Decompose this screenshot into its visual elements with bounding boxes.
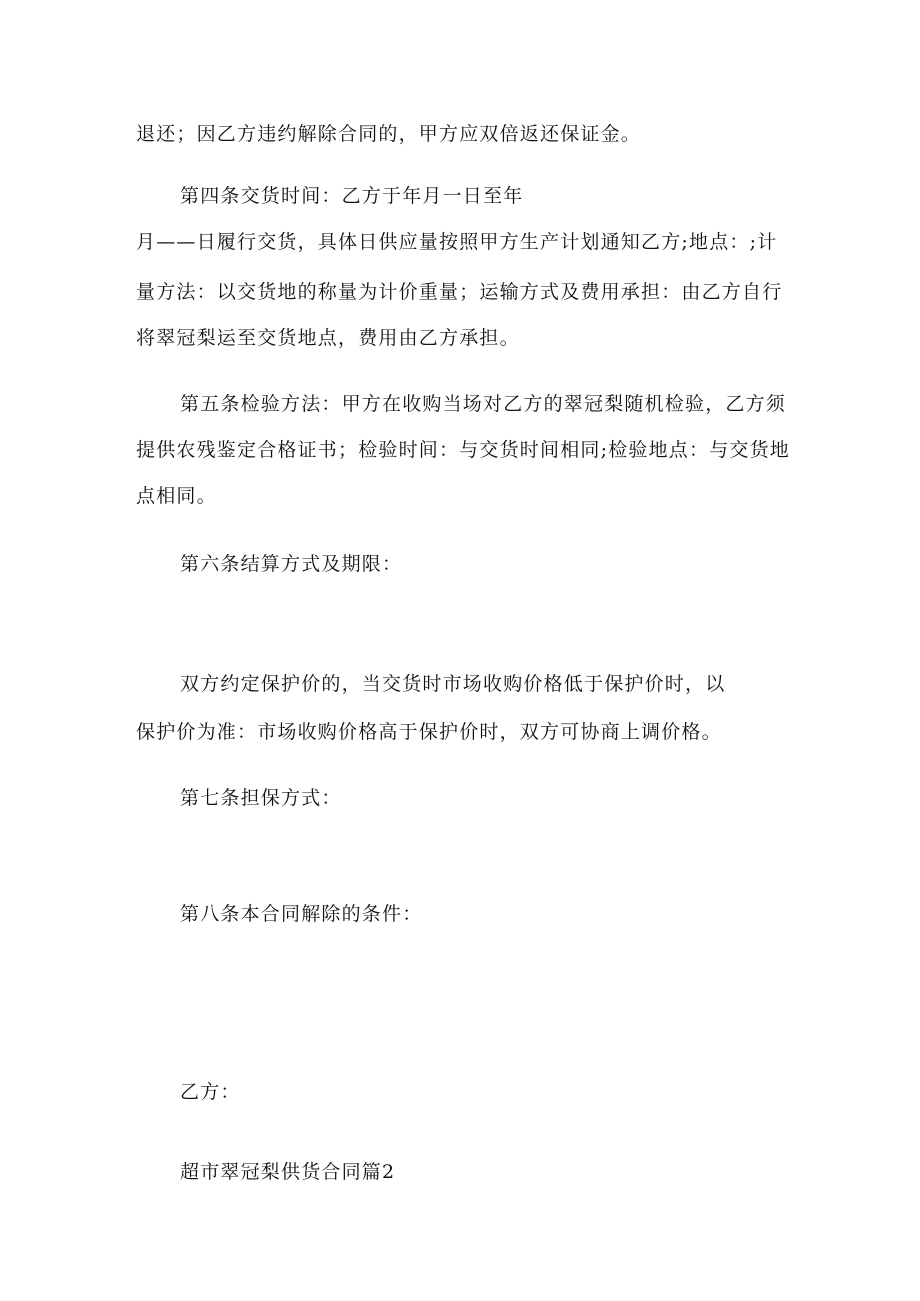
article-4-line-1: 第四条交货时间：乙方于年月一日至年	[180, 185, 524, 207]
article-4-line-2: 月——日履行交货，具体日供应量按照甲方生产计划通知乙方;地点：;计	[136, 231, 778, 253]
next-section-title: 超市翠冠梨供货合同篇2	[180, 1161, 396, 1183]
protection-price-line-1: 双方约定保护价的，当交货时市场收购价格低于保护价时，以	[180, 673, 726, 695]
article-8-heading: 第八条本合同解除的条件：	[180, 903, 423, 925]
article-5-line-3: 点相同。	[136, 485, 217, 507]
article-6-heading: 第六条结算方式及期限：	[180, 553, 403, 575]
protection-price-line-2: 保护价为准：市场收购价格高于保护价时，双方可协商上调价格。	[136, 721, 722, 743]
party-b-label: 乙方：	[180, 1081, 241, 1103]
article-4-line-4: 将翠冠梨运至交货地点，费用由乙方承担。	[136, 327, 520, 349]
article-7-heading: 第七条担保方式：	[180, 787, 342, 809]
article-5-line-1: 第五条检验方法：甲方在收购当场对乙方的翠冠梨随机检验，乙方须	[180, 393, 787, 415]
paragraph-1-line-1: 退还；因乙方违约解除合同的，甲方应双倍返还保证金。	[136, 123, 642, 145]
article-5-line-2: 提供农残鉴定合格证书；检验时间：与交货时间相同;检验地点：与交货地	[136, 439, 791, 461]
article-4-line-3: 量方法：以交货地的称量为计价重量；运输方式及费用承担：由乙方自行	[136, 281, 783, 303]
